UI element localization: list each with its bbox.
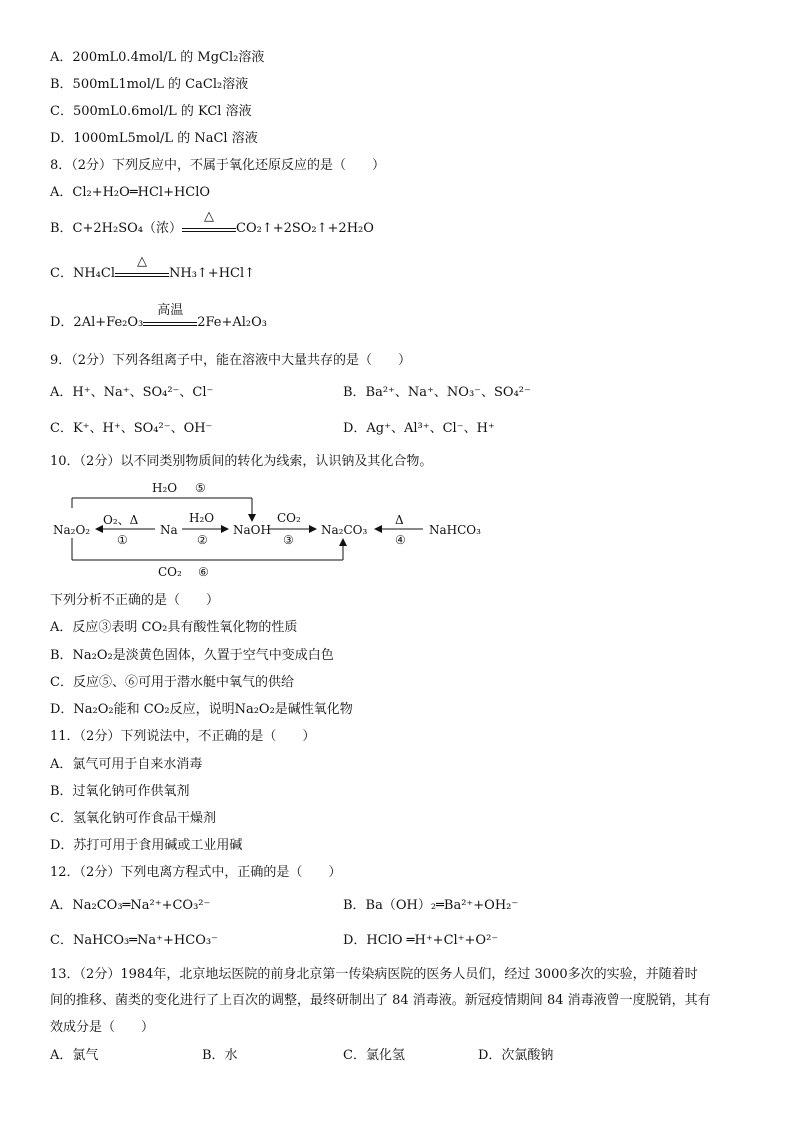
reaction-6-number: ⑥ <box>198 565 209 579</box>
q8-option-c <box>50 253 256 283</box>
q8-option-a: A．Cl₂+H₂O═HCl+HClO <box>50 185 211 200</box>
reaction-5-number: ⑤ <box>195 481 206 495</box>
q13-option-d: D．次氯酸钠 <box>478 1048 554 1063</box>
q13-stem-line2: 间的推移、菌类的变化进行了上百次的调整，最终研制出了 84 消毒液。新冠疫情期间 84 消毒液曾一度脱销，其有 <box>50 993 711 1008</box>
q7-option-b: B．500mL1mol/L 的 CaCl₂溶液 <box>50 77 249 92</box>
reaction-2-condition: H₂O <box>189 511 215 525</box>
q9-stem: 9．（2分）下列各组离子中，能在溶液中大量共存的是（ ） <box>50 353 412 368</box>
q9-option-b: B．Ba²⁺、Na⁺、NO₃⁻、SO₄²⁻ <box>343 385 531 400</box>
q12-option-c: C．NaHCO₃═Na⁺+HCO₃⁻ <box>50 933 218 948</box>
q8-d-reactants: D．2Al+Fe₂O₃ <box>50 315 144 330</box>
q11-option-d: D．苏打可用于食用碱或工业用碱 <box>50 838 243 853</box>
condition-label: △ <box>136 253 147 269</box>
q7-option-c: C．500mL0.6mol/L 的 KCl 溶液 <box>50 104 252 119</box>
q10-option-c: C．反应⑤、⑥可用于潜水艇中氧气的供给 <box>50 675 294 690</box>
q9-option-c: C．K⁺、H⁺、SO₄²⁻、OH⁻ <box>50 421 213 436</box>
q10-option-a: A．反应③表明 CO₂具有酸性氧化物的性质 <box>50 620 298 635</box>
q10-option-d: D．Na₂O₂能和 CO₂反应，说明Na₂O₂是碱性氧化物 <box>50 702 353 717</box>
reaction-1-number: ① <box>117 533 128 547</box>
condition-label: 高温 <box>157 302 184 318</box>
q7-option-d: D．1000mL5mol/L 的 NaCl 溶液 <box>50 131 258 146</box>
q13-option-a: A．氯气 <box>50 1048 99 1063</box>
reaction-1-condition: O₂、Δ <box>103 513 139 527</box>
q8-b-products: CO₂↑+2SO₂↑+2H₂O <box>236 221 374 236</box>
na-label: Na <box>160 523 178 537</box>
nahco3-label: NaHCO₃ <box>429 523 481 537</box>
q9-option-d: D．Ag⁺、Al³⁺、Cl⁻、H⁺ <box>343 421 495 436</box>
q10-stem: 10．（2分）以不同类别物质间的转化为线索，认识钠及其化合物。 <box>50 454 433 469</box>
na2co3-label: Na₂CO₃ <box>321 523 368 537</box>
naoh-label: NaOH <box>233 523 271 537</box>
reaction-5-condition: H₂O <box>152 481 178 495</box>
reaction-4-condition: Δ <box>395 513 404 527</box>
q8-stem: 8．（2分）下列反应中，不属于氧化还原反应的是（ ） <box>50 158 386 173</box>
q11-stem: 11．（2分）下列说法中，不正确的是（ ） <box>50 729 316 744</box>
q8-c-products: NH₃↑+HCl↑ <box>168 266 256 281</box>
sodium-conversion-diagram <box>45 476 505 586</box>
q11-option-c: C．氢氧化钠可作食品干燥剂 <box>50 811 216 826</box>
q10-option-b: B．Na₂O₂是淡黄色固体，久置于空气中变成白色 <box>50 648 334 663</box>
q11-option-a: A．氯气可用于自来水消毒 <box>50 757 203 772</box>
reaction-4-number: ④ <box>395 533 406 547</box>
q8-d-products: 2Fe+Al₂O₃ <box>197 315 268 330</box>
q9-option-a: A．H⁺、Na⁺、SO₄²⁻、Cl⁻ <box>50 385 214 400</box>
q8-c-reactants: C．NH₄Cl <box>50 266 115 281</box>
reaction-condition-arrow <box>115 253 169 281</box>
q8-option-b <box>50 208 374 238</box>
q10-ask: 下列分析不正确的是（ ） <box>50 593 220 608</box>
reaction-3-number: ③ <box>283 533 294 547</box>
q8-b-reactants: B．C+2H₂SO₄（浓） <box>50 221 182 236</box>
reaction-condition-arrow <box>143 302 197 330</box>
q12-option-a: A．Na₂CO₃═Na²⁺+CO₃²⁻ <box>50 898 211 913</box>
q12-option-d: D．HClO ═H⁺+Cl⁺+O²⁻ <box>343 933 499 948</box>
reaction-3-condition: CO₂ <box>277 511 301 525</box>
reaction-2-number: ② <box>197 533 208 547</box>
na2o2-label: Na₂O₂ <box>53 523 91 537</box>
q7-option-a: A．200mL0.4mol/L 的 MgCl₂溶液 <box>50 50 265 65</box>
reaction-condition-arrow <box>182 208 236 236</box>
q12-option-b: B．Ba（OH）₂═Ba²⁺+OH₂⁻ <box>343 898 519 913</box>
condition-label: △ <box>204 208 214 224</box>
q13-option-c: C．氯化氢 <box>343 1048 405 1063</box>
q13-option-b: B．水 <box>202 1048 238 1063</box>
q13-stem-line1: 13．（2分）1984年，北京地坛医院的前身北京第一传染病医院的医务人员们，经过 3000多次的实验，并随着时 <box>50 967 698 982</box>
q13-stem-line3: 效成分是（ ） <box>50 1020 155 1035</box>
q12-stem: 12．（2分）下列电离方程式中，正确的是（ ） <box>50 865 342 880</box>
reaction-6-condition: CO₂ <box>158 565 182 579</box>
q11-option-b: B．过氧化钠可作供氧剂 <box>50 784 190 799</box>
q8-option-d <box>50 302 268 332</box>
